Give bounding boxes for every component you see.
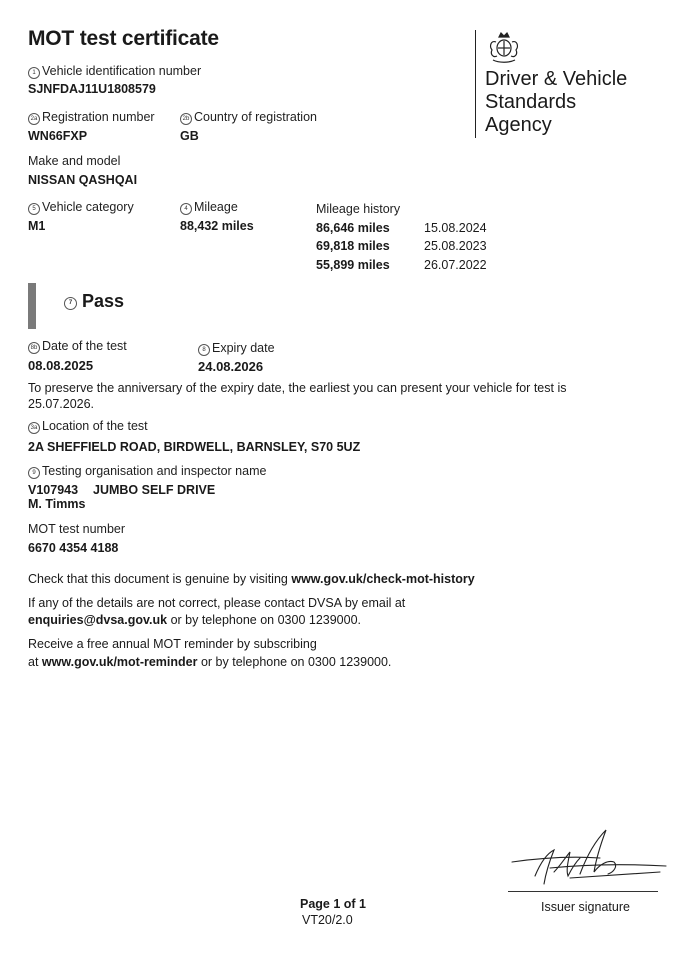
contact-line-2: enquiries@dvsa.gov.uk or by telephone on 0300 1239000. <box>28 613 362 627</box>
result-pass: 7 Pass <box>64 291 124 312</box>
mileage-history-date-1: 15.08.2024 <box>424 221 487 235</box>
test-date-label: 8b Date of the test <box>28 339 127 354</box>
category-value: M1 <box>28 219 46 233</box>
field-number: 1 <box>28 67 40 79</box>
vin-label: 1 Vehicle identification number <box>28 64 201 79</box>
field-number: 8b <box>28 342 40 354</box>
mileage-history-date-2: 25.08.2023 <box>424 239 487 253</box>
category-label: 5 Vehicle category <box>28 200 134 215</box>
organisation-label: 9 Testing organisation and inspector name <box>28 464 266 479</box>
field-number: 4 <box>180 203 192 215</box>
mileage-value: 88,432 miles <box>180 219 254 233</box>
reminder-line-1: Receive a free annual MOT reminder by subscribing <box>28 637 317 651</box>
result-bar <box>28 283 36 329</box>
agency-name <box>485 68 627 137</box>
agency-line-2: Standards <box>485 91 577 113</box>
field-number: 8 <box>198 344 210 356</box>
anniversary-line-1: To preserve the anniversary of the expiry date, the earliest you can present your vehicle for test is <box>28 381 567 395</box>
royal-crest-icon <box>483 30 525 64</box>
country-label: 2b Country of registration <box>180 110 317 125</box>
vin-value: SJNFDAJ11U1808579 <box>28 82 156 96</box>
location-value: 2A SHEFFIELD ROAD, BIRDWELL, BARNSLEY, S70 5UZ <box>28 440 361 454</box>
test-date-value: 08.08.2025 <box>28 358 94 373</box>
agency-line-3: Agency <box>485 114 552 136</box>
make-model-value: NISSAN QASHQAI <box>28 173 138 187</box>
inspector-name: M. Timms <box>28 497 86 511</box>
mileage-label: 4 Mileage <box>180 200 238 215</box>
dvsa-email-link[interactable]: enquiries@dvsa.gov.uk <box>28 613 168 627</box>
agency-line-1: Driver & Vehicle <box>485 68 628 90</box>
page-title: MOT test certificate <box>28 27 219 50</box>
registration-value: WN66FXP <box>28 129 88 143</box>
mileage-history-miles-2: 69,818 miles <box>316 239 390 253</box>
signature-line <box>508 891 658 892</box>
issuer-signature-image <box>510 828 670 890</box>
anniversary-line-2: 25.07.2026. <box>28 397 95 411</box>
location-label: 3a Location of the test <box>28 419 148 434</box>
field-number: 5 <box>28 203 40 215</box>
mot-reminder-link[interactable]: www.gov.uk/mot-reminder <box>41 655 198 669</box>
mileage-history-label: Mileage history <box>316 202 401 216</box>
mileage-history-miles-3: 55,899 miles <box>316 258 390 272</box>
field-number: 2b <box>180 113 192 125</box>
test-number-label: MOT test number <box>28 522 126 536</box>
make-model-label: Make and model <box>28 154 121 168</box>
genuine-check-text: Check that this document is genuine by visiting www.gov.uk/check-mot-history <box>28 572 475 586</box>
country-value: GB <box>180 129 199 143</box>
organisation-name: JUMBO SELF DRIVE <box>93 483 216 497</box>
contact-line-1: If any of the details are not correct, please contact DVSA by email at <box>28 596 406 610</box>
mileage-history-miles-1: 86,646 miles <box>316 221 390 235</box>
check-mot-history-link[interactable]: www.gov.uk/check-mot-history <box>291 572 475 586</box>
form-code: VT20/2.0 <box>302 913 353 927</box>
page-number: Page 1 of 1 <box>300 897 366 911</box>
field-number: 2a <box>28 113 40 125</box>
agency-divider <box>475 30 476 138</box>
field-number: 9 <box>28 467 40 479</box>
reminder-line-2: at www.gov.uk/mot-reminder or by telephone on 0300 1239000. <box>28 655 392 669</box>
field-number: 3a <box>28 422 40 434</box>
mileage-history-date-3: 26.07.2022 <box>424 258 487 272</box>
signature-label: Issuer signature <box>541 900 630 914</box>
registration-label: 2a Registration number <box>28 110 155 125</box>
expiry-label: 8 Expiry date <box>198 341 275 356</box>
expiry-value: 24.08.2026 <box>198 359 264 374</box>
test-number-value: 6670 4354 4188 <box>28 541 119 555</box>
field-number: 7 <box>64 297 77 310</box>
organisation-code: V107943 <box>28 483 79 497</box>
